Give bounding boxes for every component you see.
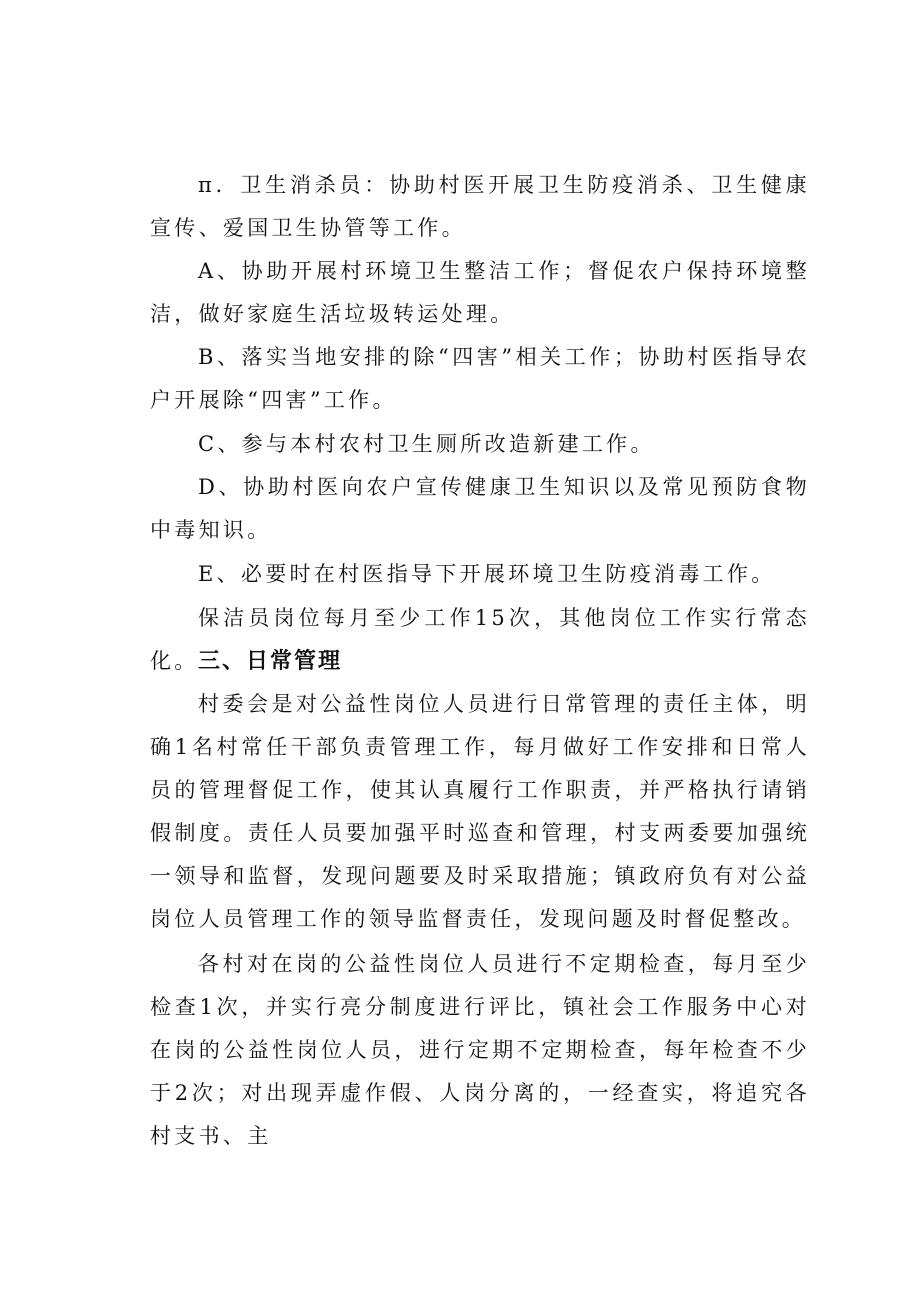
work-frequency-paragraph: 保洁员岗位每月至少工作15次，其他岗位工作实行常态化。: [150, 606, 810, 673]
duty-paragraph-b: B、落实当地安排的除“四害”相关工作；协助村医指导农户开展除“四害”工作。: [150, 345, 810, 412]
duty-paragraph-sanitation-role: π．卫生消杀员：协助村医开展卫生防疫消杀、卫生健康宣传、爱国卫生协管等工作。: [150, 173, 810, 240]
inspection-paragraph: 各村对在岗的公益性岗位人员进行不定期检查，每月至少检查1次，并实行亮分制度进行评比，镇社会工作服务中心对在岗的公益性岗位人员，进行定期不定期检查，每年检查不少于2次；对出现弄虚作假、人岗分离的，一经查实，将追究各村支书、主: [150, 952, 810, 1148]
duty-paragraph-c: C、参与本村农村卫生厕所改造新建工作。: [198, 432, 655, 456]
duty-paragraph-a: A、协助开展村环境卫生整洁工作；督促农户保持环境整洁，做好家庭生活垃圾转运处理。: [150, 259, 810, 326]
duty-paragraph-e: E、必要时在村医指导下开展环境卫生防疫消毒工作。: [198, 562, 776, 586]
duty-paragraph-d: D、协助村医向农户宣传健康卫生知识以及常见预防食物中毒知识。: [150, 475, 810, 542]
section-heading: 三、日常管理: [198, 649, 343, 674]
daily-management-paragraph: 村委会是对公益性岗位人员进行日常管理的责任主体，明确1名村常任干部负责管理工作，每月做好工作安排和日常人员的管理督促工作，使其认真履行工作职责，并严格执行请销假制度。责任人员要加强平时巡查和管理，村支两委要加强统一领导和监督，发现问题要及时采取措施；镇政府负有对公益岗位人员管理工作的领导监督责任，发现问题及时督促整改。: [150, 692, 810, 931]
